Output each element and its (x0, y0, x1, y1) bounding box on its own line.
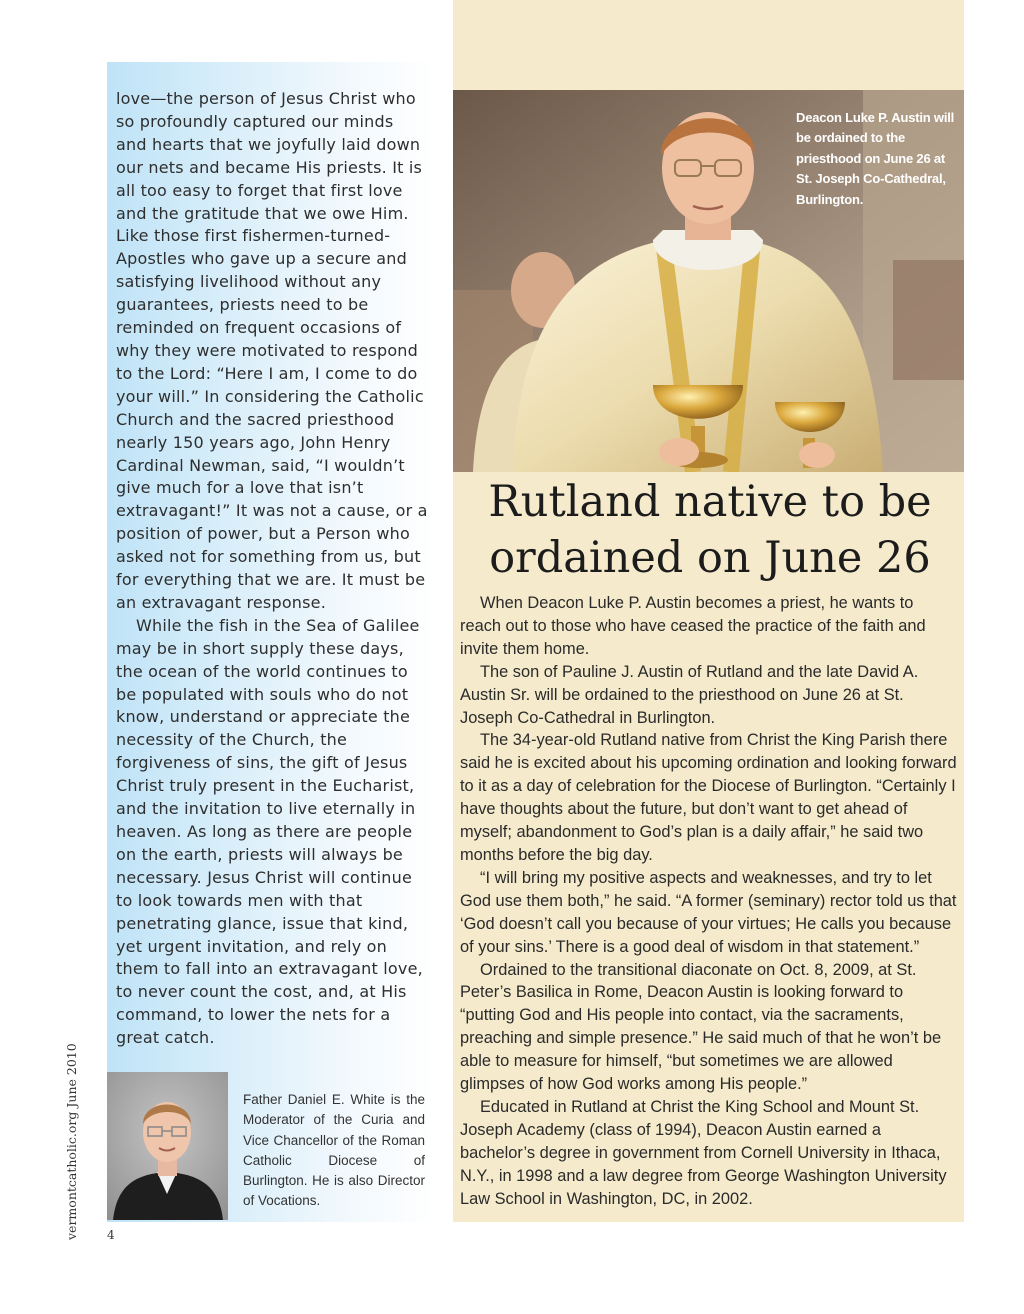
left-column-text (116, 88, 428, 1050)
left-paragraph-1: love—the person of Jesus Christ who so profoundly captured our minds and hearts that we joyfully laid down our nets and became His priests. It is all too easy to forget that first love and the gratitude that we owe Him. Like those first fishermen-turned-Apostles who gave up a secure and satisfying livelihood without any guarantees, priests need to be reminded on frequent occasions of why they were motivated to respond to the Lord: “Here I am, I come to do your will.” In considering the Catholic Church and the sacred priesthood nearly 150 years ago, John Henry Cardinal Newman, said, “I wouldn’t give much for a love that isn’t extravagant!” It was not a cause, or a position of power, but a Person who asked not for something from us, but for everything that we are. It must be an extravagant response. (116, 89, 428, 612)
article-paragraph-6: Educated in Rutland at Christ the King School and Mount St. Joseph Academy (class of 1994), Deacon Austin earned a bachelor’s degree in government from Cornell University in Ithaca, N.Y., in 1998 and a law degree from George Washington University Law School in Washington, DC, in 2002. (460, 1097, 947, 1208)
author-bio: Father Daniel E. White is the Moderator of the Curia and Vice Chancellor of the Roman Catholic Diocese of Burlington. He is also Director of Vocations. (243, 1092, 425, 1209)
article-paragraph-1: When Deacon Luke P. Austin becomes a priest, he wants to reach out to those who have ceased the practice of the faith and invite them home. (460, 594, 926, 658)
vertical-credit: vermontcatholic.org June 2010 (64, 1043, 79, 1240)
article-paragraph-5: Ordained to the transitional diaconate on Oct. 8, 2009, at St. Peter’s Basilica in Rome, Deacon Austin is looking forward to “putting God and His people into contact, via the sacraments, preaching and simple presence.” He said much of that he won’t be able to measure for himself, “but sometimes we are allowed glimpses of how God works among His people.” (460, 960, 942, 1094)
page-number: 4 (107, 1228, 115, 1242)
article-body (460, 592, 958, 1210)
article-paragraph-3: The 34-year-old Rutland native from Christ the King Parish there said he is excited about his upcoming ordination and looking forward to it as a day of celebration for the Diocese of Burlington. “Certainly I have thoughts about the future, but don’t want to get ahead of myself; abandonment to God’s plan is a daily affair,” he said two months before the big day. (460, 731, 957, 864)
article-paragraph-2: The son of Pauline J. Austin of Rutland and the late David A. Austin Sr. will be ordained to the priesthood on June 26 at St. Joseph Co-Cathedral in Burlington. (460, 662, 919, 727)
headline: Rutland native to be ordained on June 26 (488, 477, 932, 583)
author-photo (107, 1072, 228, 1220)
photo-caption: Deacon Luke P. Austin will be ordained to the priesthood on June 26 at St. Joseph Co-Cathedral, Burlington. (796, 110, 955, 207)
left-paragraph-2: While the fish in the Sea of Galilee may be in short supply these days, the ocean of the world continues to be populated with souls who do not know, understand or appreciate the necessity of the Church, the forgiveness of sins, the gift of Jesus Christ truly present in the Eucharist, and the invitation to live eternally in heaven. As long as there are people on the earth, priests will always be necessary. Jesus Christ will continue to look towards men with that penetrating glance, issue that kind, yet urgent invitation, and rely on them to fall into an extravagant love, to never count the cost, and, at His command, to lower the nets for a great catch. (116, 615, 423, 1048)
article-paragraph-4: “I will bring my positive aspects and weaknesses, and try to let God use them both,” he said. “A former (seminary) rector told us that ‘God doesn’t call you because of your virtues; He calls you because of your sins.’ There is a good deal of wisdom in that statement.” (460, 868, 957, 956)
